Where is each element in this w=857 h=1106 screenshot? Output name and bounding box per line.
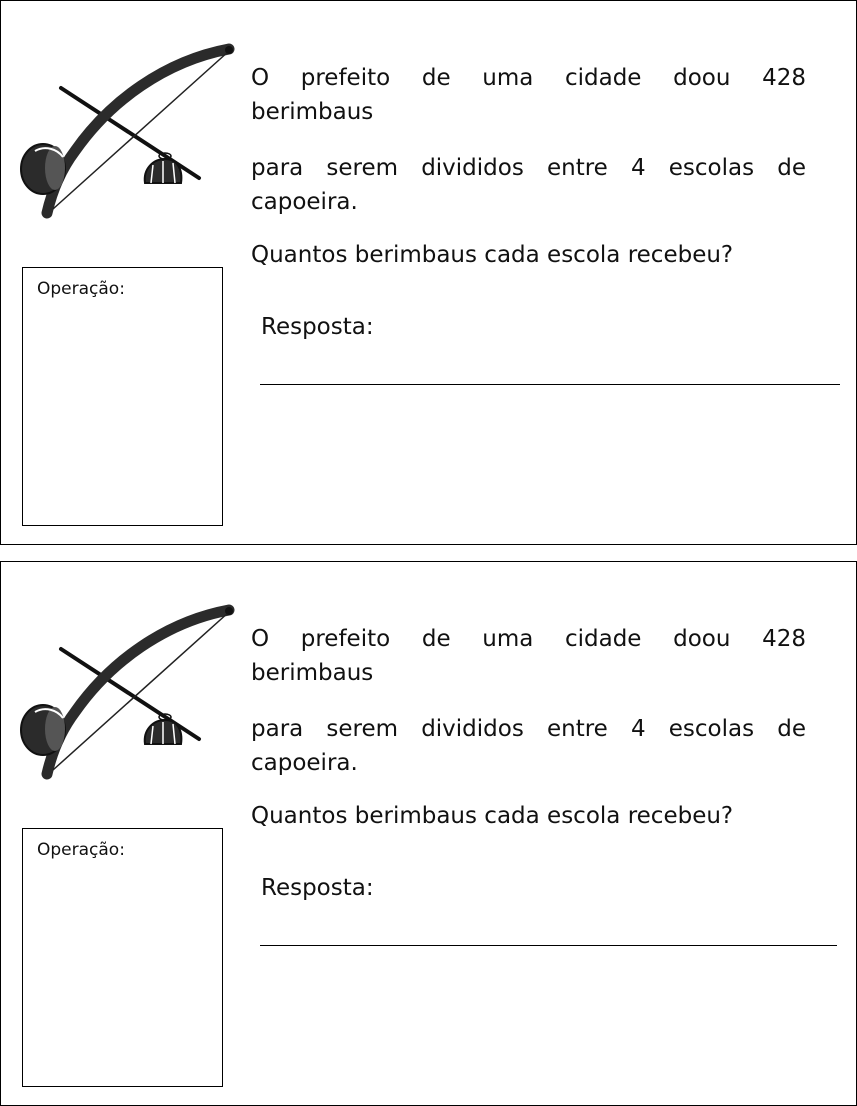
problem-line-2b-wrap xyxy=(251,746,806,780)
problem-line-1b-wrap xyxy=(251,95,806,129)
problem-sentence-2 xyxy=(251,712,806,746)
operation-box[interactable] xyxy=(22,267,223,526)
problem-line-2b-wrap xyxy=(251,185,806,219)
problem-question: Quantos berimbaus cada escola recebeu? xyxy=(251,242,734,268)
answer-label: Resposta: xyxy=(261,875,374,901)
problem-line-2b: capoeira. xyxy=(251,750,358,776)
problem-question: Quantos berimbaus cada escola recebeu? xyxy=(251,803,734,829)
problem-line-2a: para serem divididos entre 4 escolas de xyxy=(251,716,806,742)
problem-line-1b: berimbaus xyxy=(251,99,374,125)
problem-line-1b-wrap xyxy=(251,656,806,690)
problem-sentence-2 xyxy=(251,151,806,185)
problem-sentence-1 xyxy=(251,622,806,656)
exercise-card-2 xyxy=(0,561,857,1106)
problem-line-1: O prefeito de uma cidade doou 428 xyxy=(251,626,806,652)
operation-box[interactable] xyxy=(22,828,223,1087)
answer-label: Resposta: xyxy=(261,314,374,340)
problem-line-2b: capoeira. xyxy=(251,189,358,215)
problem-sentence-1 xyxy=(251,61,806,95)
exercise-card-1 xyxy=(0,0,857,545)
answer-line[interactable] xyxy=(260,945,837,946)
problem-line-1b: berimbaus xyxy=(251,660,374,686)
problem-line-1: O prefeito de uma cidade doou 428 xyxy=(251,65,806,91)
berimbau-icon xyxy=(15,602,237,782)
operation-label: Operação: xyxy=(37,840,125,860)
operation-label: Operação: xyxy=(37,279,125,299)
problem-line-2a: para serem divididos entre 4 escolas de xyxy=(251,155,806,181)
berimbau-icon xyxy=(15,41,237,221)
answer-line[interactable] xyxy=(260,384,840,385)
